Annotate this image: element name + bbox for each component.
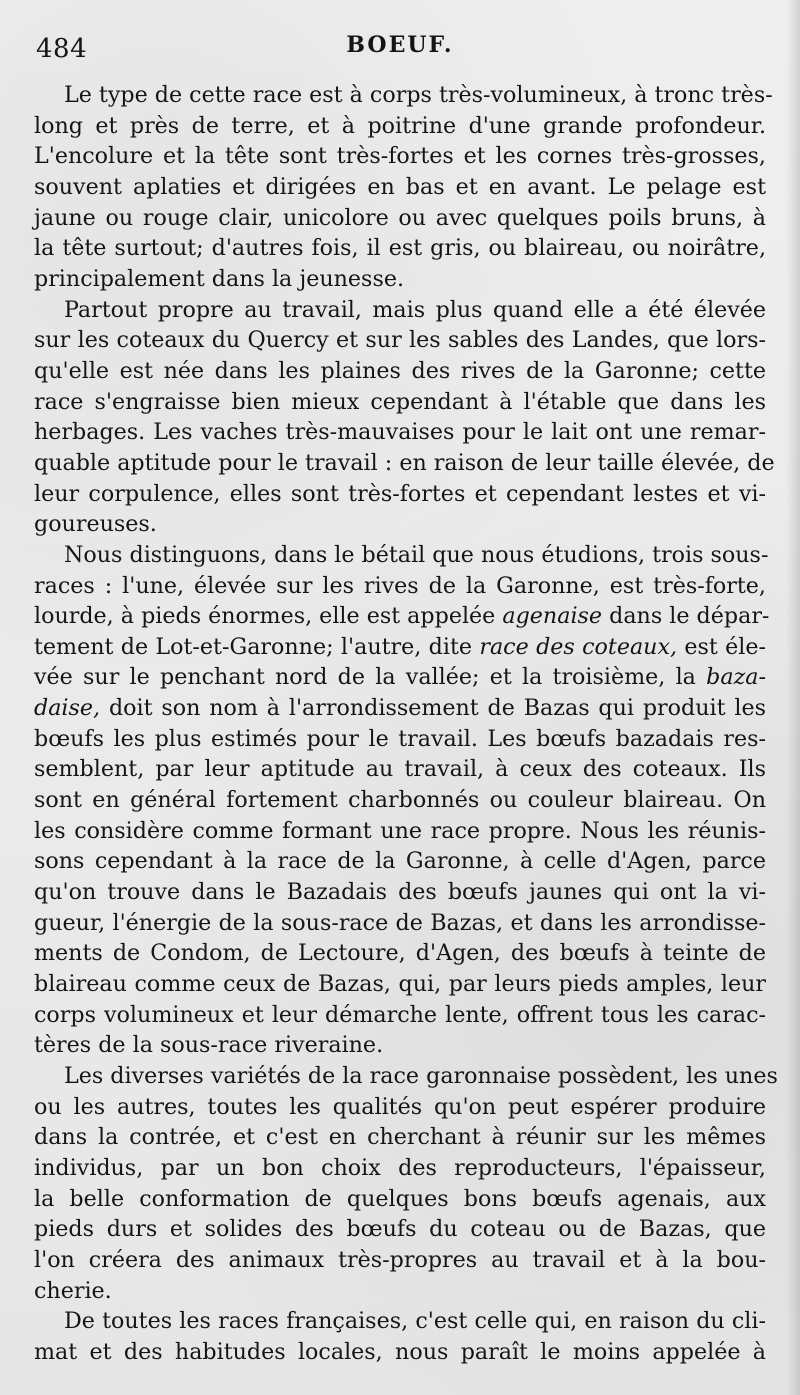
text-segment: tement de Lot-et-Garonne; l'autre, dite: [34, 633, 480, 660]
text-line: [34, 908, 766, 939]
text-line: [34, 1214, 766, 1245]
text-line: [34, 448, 775, 479]
body-text: [34, 80, 778, 1368]
text-segment: principalement dans la jeunesse.: [34, 265, 405, 292]
text-segment: corps volumineux et leur démarche lente, offrent tous les carac-: [34, 1001, 766, 1028]
italic-term: daise,: [34, 695, 101, 722]
text-line: [34, 632, 766, 663]
text-line: [34, 80, 773, 111]
text-segment: tères de la sous-race riveraine.: [34, 1032, 384, 1059]
text-segment: Nous distinguons, dans le bétail que nous étudions, trois sous-: [64, 541, 769, 568]
text-segment: cherie.: [34, 1277, 112, 1304]
italic-term: race des coteaux,: [479, 633, 678, 660]
text-line: [34, 233, 766, 264]
text-line: [34, 1276, 766, 1307]
text-line: [34, 724, 766, 755]
italic-term: agenaise: [502, 603, 603, 630]
page-title: BOEUF.: [346, 32, 454, 58]
text-segment: races : l'une, élevée sur les rives de la Garonne, est très-forte,: [34, 572, 766, 599]
text-line: [34, 754, 766, 785]
text-line: [34, 1306, 766, 1337]
text-segment: dans le dépar-: [602, 603, 770, 630]
text-segment: quable aptitude pour le travail : en raison de leur taille élevée, de: [34, 449, 775, 476]
text-segment: jaune ou rouge clair, unicolore ou avec quelques poils bruns, à: [34, 204, 766, 231]
text-line: [34, 325, 766, 356]
text-line: [34, 877, 766, 908]
text-line: [34, 1153, 766, 1184]
text-line: [34, 1337, 766, 1368]
text-line: [34, 141, 766, 172]
text-segment: gueur, l'énergie de la sous-race de Bazas, et dans les arrondisse-: [34, 909, 766, 936]
text-line: [34, 693, 766, 724]
text-segment: les considère comme formant une race propre. Nous les réunis-: [34, 817, 766, 844]
text-segment: bœufs les plus estimés pour le travail. Les bœufs bazadais res-: [34, 725, 766, 752]
text-line: [34, 509, 766, 540]
text-line: [34, 479, 766, 510]
text-segment: la belle conformation de quelques bons bœufs agenais, aux: [34, 1185, 766, 1212]
italic-term: baza-: [706, 664, 766, 691]
text-line: [34, 571, 766, 602]
text-segment: L'encolure et la tête sont très-fortes et les cornes très-grosses,: [34, 143, 766, 170]
text-line: [34, 601, 770, 632]
text-line: [34, 938, 766, 969]
text-line: [34, 540, 769, 571]
text-segment: blaireau comme ceux de Bazas, qui, par leurs pieds amples, leur: [34, 971, 766, 998]
text-segment: pieds durs et solides des bœufs du coteau ou de Bazas, que: [34, 1216, 766, 1243]
text-segment: est éle-: [677, 633, 766, 660]
text-segment: individus, par un bon choix des reproducteurs, l'épaisseur,: [34, 1154, 766, 1181]
text-segment: la tête surtout; d'autres fois, il est gris, ou blaireau, ou noirâtre,: [34, 235, 766, 262]
text-line: [34, 1184, 766, 1215]
text-line: [34, 203, 766, 234]
text-line: [34, 387, 766, 418]
text-line: [34, 1061, 778, 1092]
text-line: [34, 816, 766, 847]
text-segment: qu'elle est née dans les plaines des rives de la Garonne; cette: [34, 357, 766, 384]
running-head: [36, 28, 764, 68]
text-segment: sons cependant à la race de la Garonne, à celle d'Agen, parce: [34, 848, 766, 875]
text-segment: sur les coteaux du Quercy et sur les sables des Landes, que lors-: [34, 327, 766, 354]
text-segment: sont en général fortement charbonnés ou couleur blaireau. On: [34, 787, 766, 814]
text-segment: herbages. Les vaches très-mauvaises pour le lait ont une remar-: [34, 419, 766, 446]
page-number: 484: [36, 34, 88, 64]
text-segment: vée sur le penchant nord de la vallée; et la troisième, la: [34, 664, 707, 691]
text-segment: mat et des habitudes locales, nous paraît le moins appelée à: [34, 1338, 766, 1365]
text-segment: l'on créera des animaux très-propres au travail et à la bou-: [34, 1246, 766, 1273]
text-line: [34, 1092, 766, 1123]
page-edge-shadow: [786, 0, 800, 1395]
text-segment: dans la contrée, et c'est en cherchant à réunir sur les mêmes: [34, 1124, 766, 1151]
text-segment: Les diverses variétés de la race garonnaise possèdent, les unes: [64, 1063, 778, 1089]
text-line: [34, 295, 766, 326]
text-line: [34, 111, 766, 142]
text-segment: Le type de cette race est à corps très-volumineux, à tronc très-: [64, 82, 773, 108]
text-segment: goureuses.: [34, 511, 157, 538]
text-segment: race s'engraisse bien mieux cependant à l'étable que dans les: [34, 388, 766, 415]
text-line: [34, 662, 766, 693]
text-segment: lourde, à pieds énormes, elle est appelée: [34, 603, 503, 630]
text-segment: long et près de terre, et à poitrine d'une grande profondeur.: [34, 112, 766, 139]
text-segment: leur corpulence, elles sont très-fortes et cependant lestes et vi-: [34, 480, 766, 507]
text-line: [34, 1122, 766, 1153]
text-line: [34, 356, 766, 387]
text-segment: Partout propre au travail, mais plus quand elle a été élevée: [64, 296, 766, 323]
text-line: [34, 1030, 766, 1061]
text-line: [34, 1245, 766, 1276]
text-line: [34, 264, 766, 295]
text-segment: De toutes les races françaises, c'est celle qui, en raison du cli-: [64, 1308, 766, 1335]
text-segment: ments de Condom, de Lectoure, d'Agen, des bœufs à teinte de: [34, 940, 766, 967]
text-segment: doit son nom à l'arrondissement de Bazas qui produit les: [100, 695, 766, 722]
text-line: [34, 172, 766, 203]
text-line: [34, 1000, 766, 1031]
text-line: [34, 969, 766, 1000]
text-segment: qu'on trouve dans le Bazadais des bœufs jaunes qui ont la vi-: [34, 879, 766, 906]
text-segment: ou les autres, toutes les qualités qu'on peut espérer produire: [34, 1093, 766, 1120]
text-segment: souvent aplaties et dirigées en bas et en avant. Le pelage est: [34, 173, 766, 200]
text-segment: semblent, par leur aptitude au travail, à ceux des coteaux. Ils: [34, 756, 766, 783]
text-line: [34, 846, 766, 877]
text-line: [34, 417, 766, 448]
text-line: [34, 785, 766, 816]
